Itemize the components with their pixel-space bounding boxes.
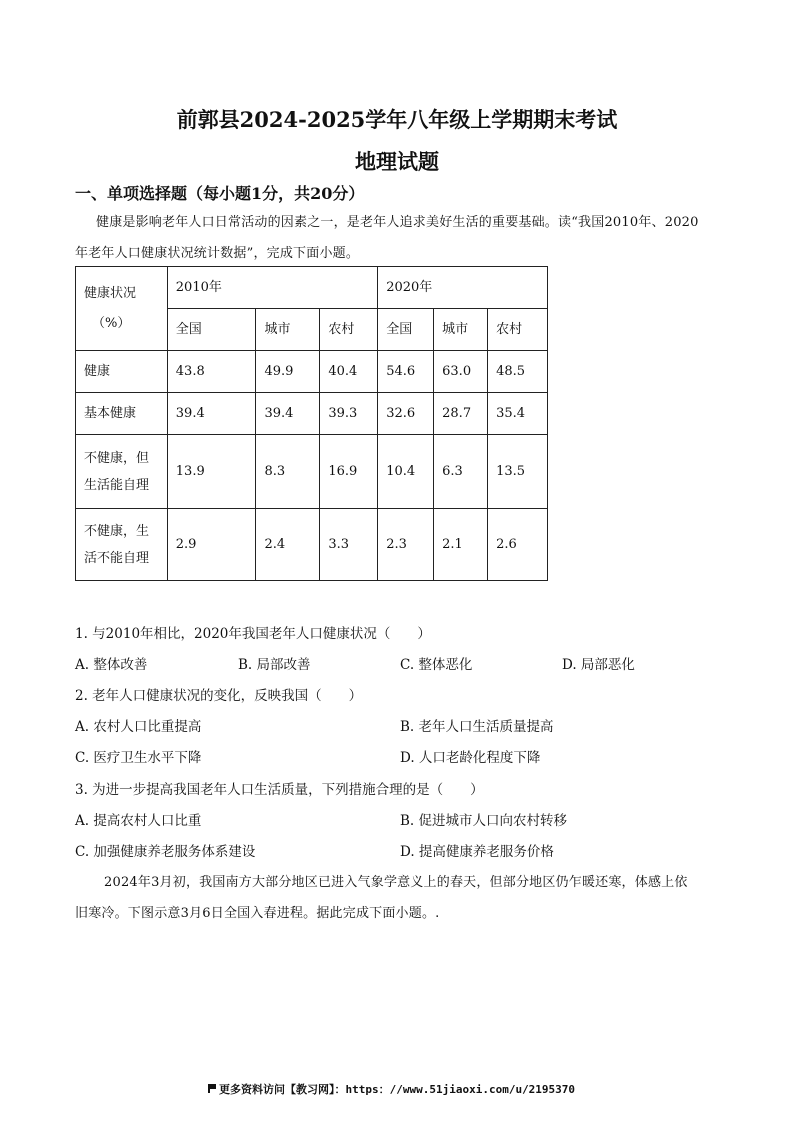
table-cell: 10.4 xyxy=(378,435,434,509)
corner-label: 健康状况 xyxy=(84,285,137,301)
table-header-row-1 xyxy=(76,267,548,309)
question-3-option-b[interactable]: B. 促进城市人口向农村转移 xyxy=(400,813,568,829)
table-cell: 63.0 xyxy=(434,351,488,393)
table-row xyxy=(76,509,548,581)
question-2-stem: 2. 老年人口健康状况的变化，反映我国（ ） xyxy=(75,688,363,704)
flag-icon xyxy=(208,1084,216,1093)
exam-subtitle: 地理试题 xyxy=(355,149,439,174)
intro-line-1: 健康是影响老年人口日常活动的因素之一，是老年人追求美好生活的重要基础。读“我国2010年、2020 xyxy=(96,215,699,230)
subheader-cell: 全国 xyxy=(167,309,256,351)
footer-link[interactable] xyxy=(208,1081,575,1097)
question-2-option-d[interactable]: D. 人口老龄化程度下降 xyxy=(400,750,541,766)
table-cell: 2.3 xyxy=(378,509,434,581)
table-cell: 13.5 xyxy=(488,435,548,509)
footer-text: 更多资料访问【教习网】：https：//www.51jiaoxi.com/u/2195370 xyxy=(219,1083,576,1096)
question-3-option-a[interactable]: A. 提高农村人口比重 xyxy=(75,813,202,829)
table-cell: 39.4 xyxy=(167,393,256,435)
table-cell: 40.4 xyxy=(320,351,378,393)
question-1-option-d[interactable]: D. 局部恶化 xyxy=(562,657,635,673)
table-cell: 2.4 xyxy=(256,509,320,581)
table-cell: 2.9 xyxy=(167,509,256,581)
question-1-option-a[interactable]: A. 整体改善 xyxy=(75,657,148,673)
section-heading: 一、单项选择题（每小题1分，共20分） xyxy=(75,184,365,203)
row-label-line: 活不能自理 xyxy=(84,550,150,566)
table-row xyxy=(76,435,548,509)
table-cell: 13.9 xyxy=(167,435,256,509)
row-label xyxy=(76,435,168,509)
table-cell: 3.3 xyxy=(320,509,378,581)
table-row xyxy=(76,393,548,435)
row-label-line: 不健康，但 xyxy=(84,450,150,466)
question-1-option-b[interactable]: B. 局部改善 xyxy=(238,657,311,673)
table-cell: 2.1 xyxy=(434,509,488,581)
row-label-line: 不健康，生 xyxy=(84,523,150,539)
question-2-option-b[interactable]: B. 老年人口生活质量提高 xyxy=(400,719,554,735)
question-3-stem: 3. 为进一步提高我国老年人口生活质量，下列措施合理的是（ ） xyxy=(75,782,484,798)
table-cell: 16.9 xyxy=(320,435,378,509)
table-cell: 54.6 xyxy=(378,351,434,393)
health-data-table xyxy=(75,266,548,581)
subheader-cell: 城市 xyxy=(434,309,488,351)
table-cell: 28.7 xyxy=(434,393,488,435)
question-1-stem: 1. 与2010年相比，2020年我国老年人口健康状况（ ） xyxy=(75,626,431,642)
question-3-option-c[interactable]: C. 加强健康养老服务体系建设 xyxy=(75,844,256,860)
row-label: 健康 xyxy=(76,351,168,393)
table-cell: 39.3 xyxy=(320,393,378,435)
spring-intro-line-2: 旧寒冷。下图示意3月6日全国入春进程。据此完成下面小题。. xyxy=(75,906,440,921)
intro-line-2: 年老年人口健康状况统计数据”，完成下面小题。 xyxy=(75,246,360,261)
table-cell: 39.4 xyxy=(256,393,320,435)
spring-intro-line-1: 2024年3月初，我国南方大部分地区已进入气象学意义上的春天，但部分地区仍乍暖还寒，体感上依 xyxy=(104,875,688,890)
table-cell: 8.3 xyxy=(256,435,320,509)
table-cell: 48.5 xyxy=(488,351,548,393)
table-cell: 32.6 xyxy=(378,393,434,435)
subheader-cell: 城市 xyxy=(256,309,320,351)
table-cell: 2.6 xyxy=(488,509,548,581)
subheader-cell: 农村 xyxy=(320,309,378,351)
year-header-2020: 2020年 xyxy=(378,267,548,309)
table-cell: 49.9 xyxy=(256,351,320,393)
table-corner-cell xyxy=(76,267,168,351)
question-2-option-a[interactable]: A. 农村人口比重提高 xyxy=(75,719,202,735)
question-1-option-c[interactable]: C. 整体恶化 xyxy=(400,657,473,673)
exam-title: 前郭县2024-2025学年八年级上学期期末考试 xyxy=(176,107,618,132)
subheader-cell: 农村 xyxy=(488,309,548,351)
question-3-option-d[interactable]: D. 提高健康养老服务价格 xyxy=(400,844,554,860)
row-label-line: 生活能自理 xyxy=(84,477,150,493)
row-label: 基本健康 xyxy=(76,393,168,435)
table-cell: 6.3 xyxy=(434,435,488,509)
subheader-cell: 全国 xyxy=(378,309,434,351)
table-cell: 43.8 xyxy=(167,351,256,393)
corner-unit: （%） xyxy=(92,315,131,331)
table-row xyxy=(76,351,548,393)
question-2-option-c[interactable]: C. 医疗卫生水平下降 xyxy=(75,750,202,766)
row-label xyxy=(76,509,168,581)
year-header-2010: 2010年 xyxy=(167,267,377,309)
table-cell: 35.4 xyxy=(488,393,548,435)
